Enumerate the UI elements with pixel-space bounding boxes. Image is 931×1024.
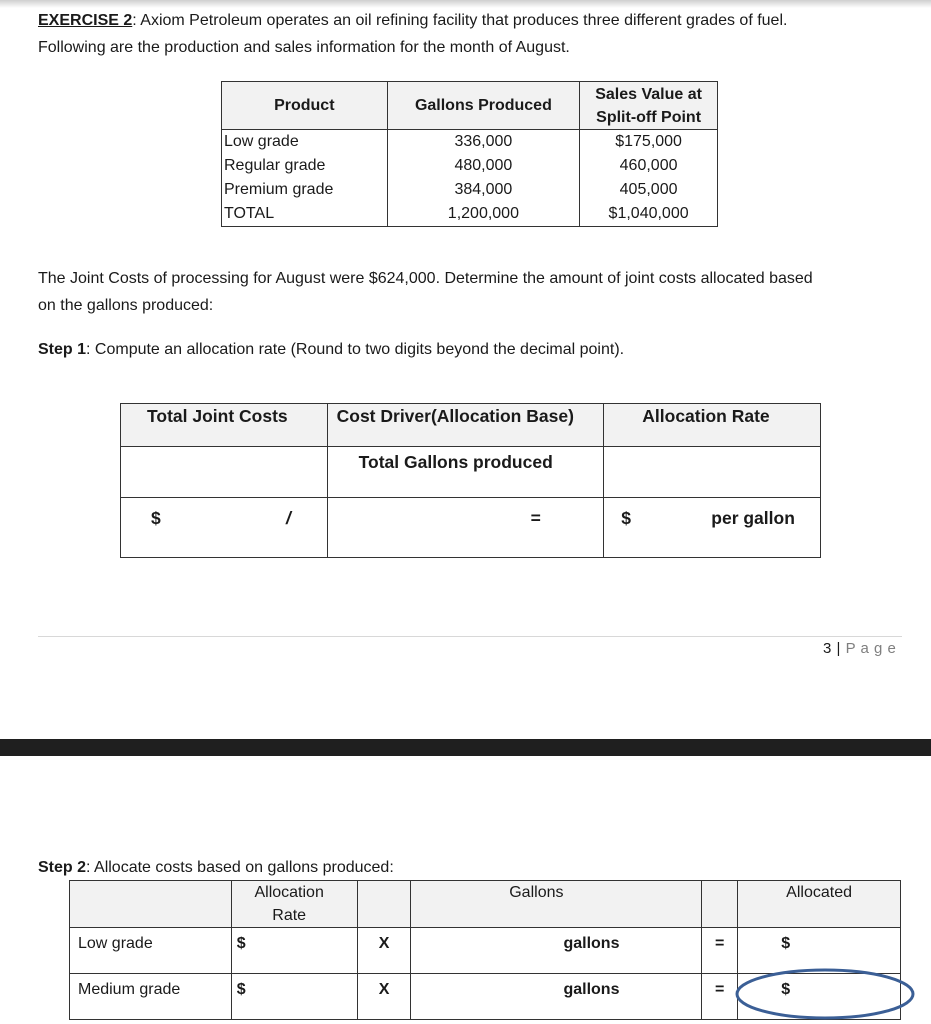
divide-sign: / [286,508,291,528]
step1-table [120,403,821,558]
header-allocated: Allocated [738,881,901,928]
grade-name: Low grade [70,928,232,974]
table-row [222,130,718,155]
equals-sign: = [530,508,541,528]
sales-value: 405,000 [580,178,718,202]
product-name: Low grade [222,130,388,155]
page-break-band [0,739,931,756]
exercise-label: EXERCISE 2 [38,12,133,29]
product-table [221,81,718,227]
gallons-value: 336,000 [387,130,580,155]
product-name: Regular grade [222,154,388,178]
gallons-value: 384,000 [387,178,580,202]
dollar-sign: $ [621,508,631,528]
times-sign: X [357,928,411,974]
step2-text: : Allocate costs based on gallons produced: [86,859,394,876]
sales-value: $1,040,000 [580,202,718,227]
equals-sign: = [702,928,738,974]
header-gallons: Gallons [411,881,702,928]
header-equals [702,881,738,928]
question-line2: on the gallons produced: [38,297,214,314]
header-allocation-rate: Allocation Rate [231,881,357,928]
table-row-total [222,202,718,227]
step1-text: : Compute an allocation rate (Round to two digits beyond the decimal point). [86,341,625,358]
product-name: TOTAL [222,202,388,227]
header-total-joint-costs: Total Joint Costs [121,404,328,447]
footer-rule [38,636,902,637]
page-number: 3 | P a g e [823,640,897,657]
allocated-input[interactable]: $ [738,928,901,974]
equals-sign: = [702,974,738,1020]
header-product: Product [222,82,388,130]
gallons-input[interactable]: gallons [411,974,702,1020]
rate-input[interactable]: $ [231,974,357,1020]
joint-cost-input[interactable] [121,498,328,558]
grade-name: Medium grade [70,974,232,1020]
step2-label: Step 2 [38,859,87,876]
sales-value: $175,000 [580,130,718,155]
annotation-circle [735,966,920,1024]
dollar-sign: $ [151,508,161,528]
gallons-value: 480,000 [387,154,580,178]
exercise-intro-line1 [38,12,787,30]
header-sales-value: Sales Value at Split-off Point [580,82,718,130]
exercise-intro-text: : Axiom Petroleum operates an oil refining facility that produces three different grades of fuel. [132,12,788,29]
per-gallon-label: per gallon [711,508,795,528]
question-line1: The Joint Costs of processing for August were $624,000. Determine the amount of joint costs allocated based [38,270,813,287]
total-gallons-produced-label: Total Gallons produced [327,447,604,498]
rate-input[interactable]: $ [231,928,357,974]
header-blank [70,881,232,928]
exercise-intro-line2: Following are the production and sales information for the month of August. [38,39,570,56]
header-allocation-rate: Allocation Rate [604,404,821,447]
table-row [222,178,718,202]
step2-instruction [38,859,394,877]
header-gallons-produced: Gallons Produced [387,82,580,130]
table-row [222,154,718,178]
gallons-input[interactable] [327,498,604,558]
product-name: Premium grade [222,178,388,202]
allocated-input[interactable]: $ [738,974,901,1020]
step1-instruction [38,341,624,359]
gallons-input[interactable]: gallons [411,928,702,974]
gallons-value: 1,200,000 [387,202,580,227]
allocation-rate-cell[interactable] [604,447,821,498]
total-joint-costs-cell[interactable] [121,447,328,498]
step1-label: Step 1 [38,341,87,358]
times-sign: X [357,974,411,1020]
top-shadow [0,0,931,8]
sales-value: 460,000 [580,154,718,178]
header-cost-driver: Cost Driver(Allocation Base) [327,404,604,447]
rate-input[interactable] [604,498,821,558]
